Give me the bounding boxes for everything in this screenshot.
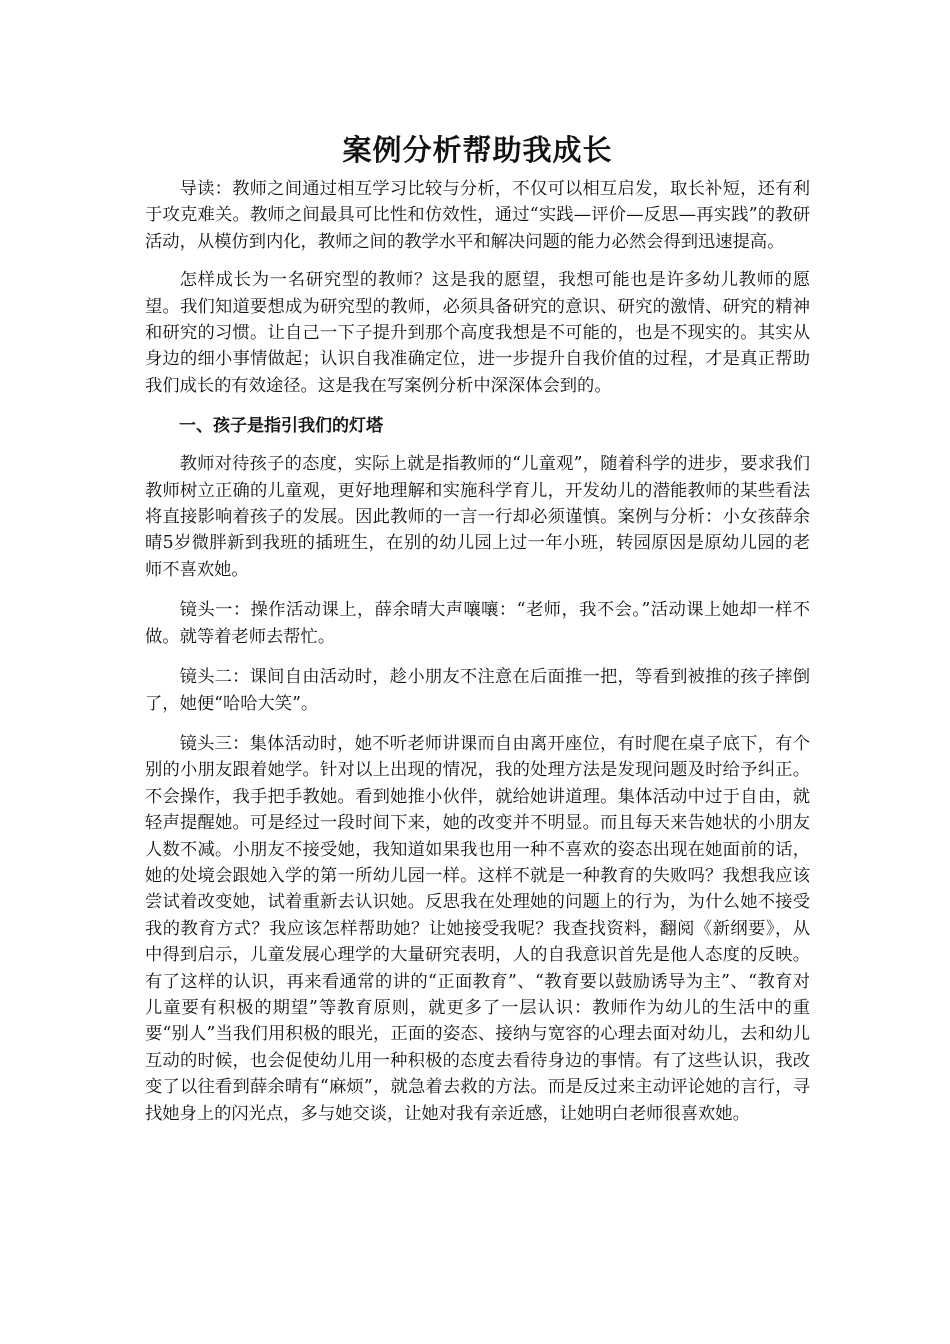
body-paragraph-5: 镜头三：集体活动时，她不听老师讲课而自由离开座位，有时爬在桌子底下，有个别的小朋友跟着她学。针对以上出现的情况，我的处理方法是发现问题及时给予纠正。不会操作，我手把手教她。看到她推小伙伴，就给她讲道理。集体活动中过于自由，就轻声提醒她。可是经过一段时间下来，她的改变并不明显。而且每天来告她状的小朋友人数不减。小朋友不接受她，我知道如果我也用一种不喜欢的姿态出现在她面前的话，她的处境会跟她入学的第一所幼儿园一样。这样不就是一种教育的失败吗？我想我应该尝试着改变她，试着重新去认识她。反思我在处理她的问题上的行为，为什么她不接受我的教育方式？我应该怎样帮助她？让她接受我呢？我查找资料，翻阅《新纲要》，从中得到启示，儿童发展心理学的大量研究表明，人的自我意识首先是他人态度的反映。有了这样的认识，再来看通常的讲的“正面教育”、“教育要以鼓励诱导为主”、“教育对儿童要有积极的期望”等教育原则，就更多了一层认识：教师作为幼儿的生活中的重要“别人”当我们用积极的眼光，正面的姿态、接纳与宽容的心理去面对幼儿，去和幼儿互动的时候，也会促使幼儿用一种积极的态度去看待身边的事情。有了这些认识，我改变了以往看到薛余晴有“麻烦”，就急着去救的方法。而是反过来主动评论她的言行，寻找她身上的闪光点，多与她交谈，让她对我有亲近感，让她明白老师很喜欢她。 — [145, 733, 810, 1124]
body-paragraph-3: 镜头一：操作活动课上，薛余晴大声嚷嚷：“老师，我不会。”活动课上她却一样不做。就等着老师去帮忙。 — [145, 600, 810, 647]
body-paragraph-2: 教师对待孩子的态度，实际上就是指教师的“儿童观”，随着科学的进步，要求我们教师树立正确的儿童观，更好地理解和实施科学育儿，开发幼儿的潜能教师的某些看法将直接影响着孩子的发展。因此教师的一言一行却必须谨慎。案例与分析：小女孩薛余晴5岁微胖新到我班的插班生，在别的幼儿园上过一年小班，转园原因是原幼儿园的老师不喜欢她。 — [145, 454, 810, 580]
body-paragraph-4: 镜头二：课间自由活动时，趁小朋友不注意在后面推一把，等看到被推的孩子摔倒了，她便“哈哈大笑”。 — [145, 667, 810, 714]
intro-paragraph: 导读：教师之间通过相互学习比较与分析，不仅可以相互启发，取长补短，还有利于攻克难关。教师之间最具可比性和仿效性，通过“实践—评价—反思—再实践”的教研活动，从模仿到内化，教师之间的教学水平和解决问题的能力必然会得到迅速提高。 — [145, 179, 810, 252]
section-heading-1: 一、孩子是指引我们的灯塔 — [179, 416, 383, 437]
body-paragraph-1: 怎样成长为一名研究型的教师？这是我的愿望，我想可能也是许多幼儿教师的愿望。我们知道要想成为研究型的教师，必须具备研究的意识、研究的激情、研究的精神和研究的习惯。让自己一下子提升到那个高度我想是不可能的，也是不现实的。其实从身边的细小事情做起；认识自我准确定位，进一步提升自我价值的过程，才是真正帮助我们成长的有效途径。这是我在写案例分析中深深体会到的。 — [145, 270, 810, 396]
document-page — [145, 128, 810, 1141]
document-title: 案例分析帮助我成长 — [342, 133, 613, 167]
